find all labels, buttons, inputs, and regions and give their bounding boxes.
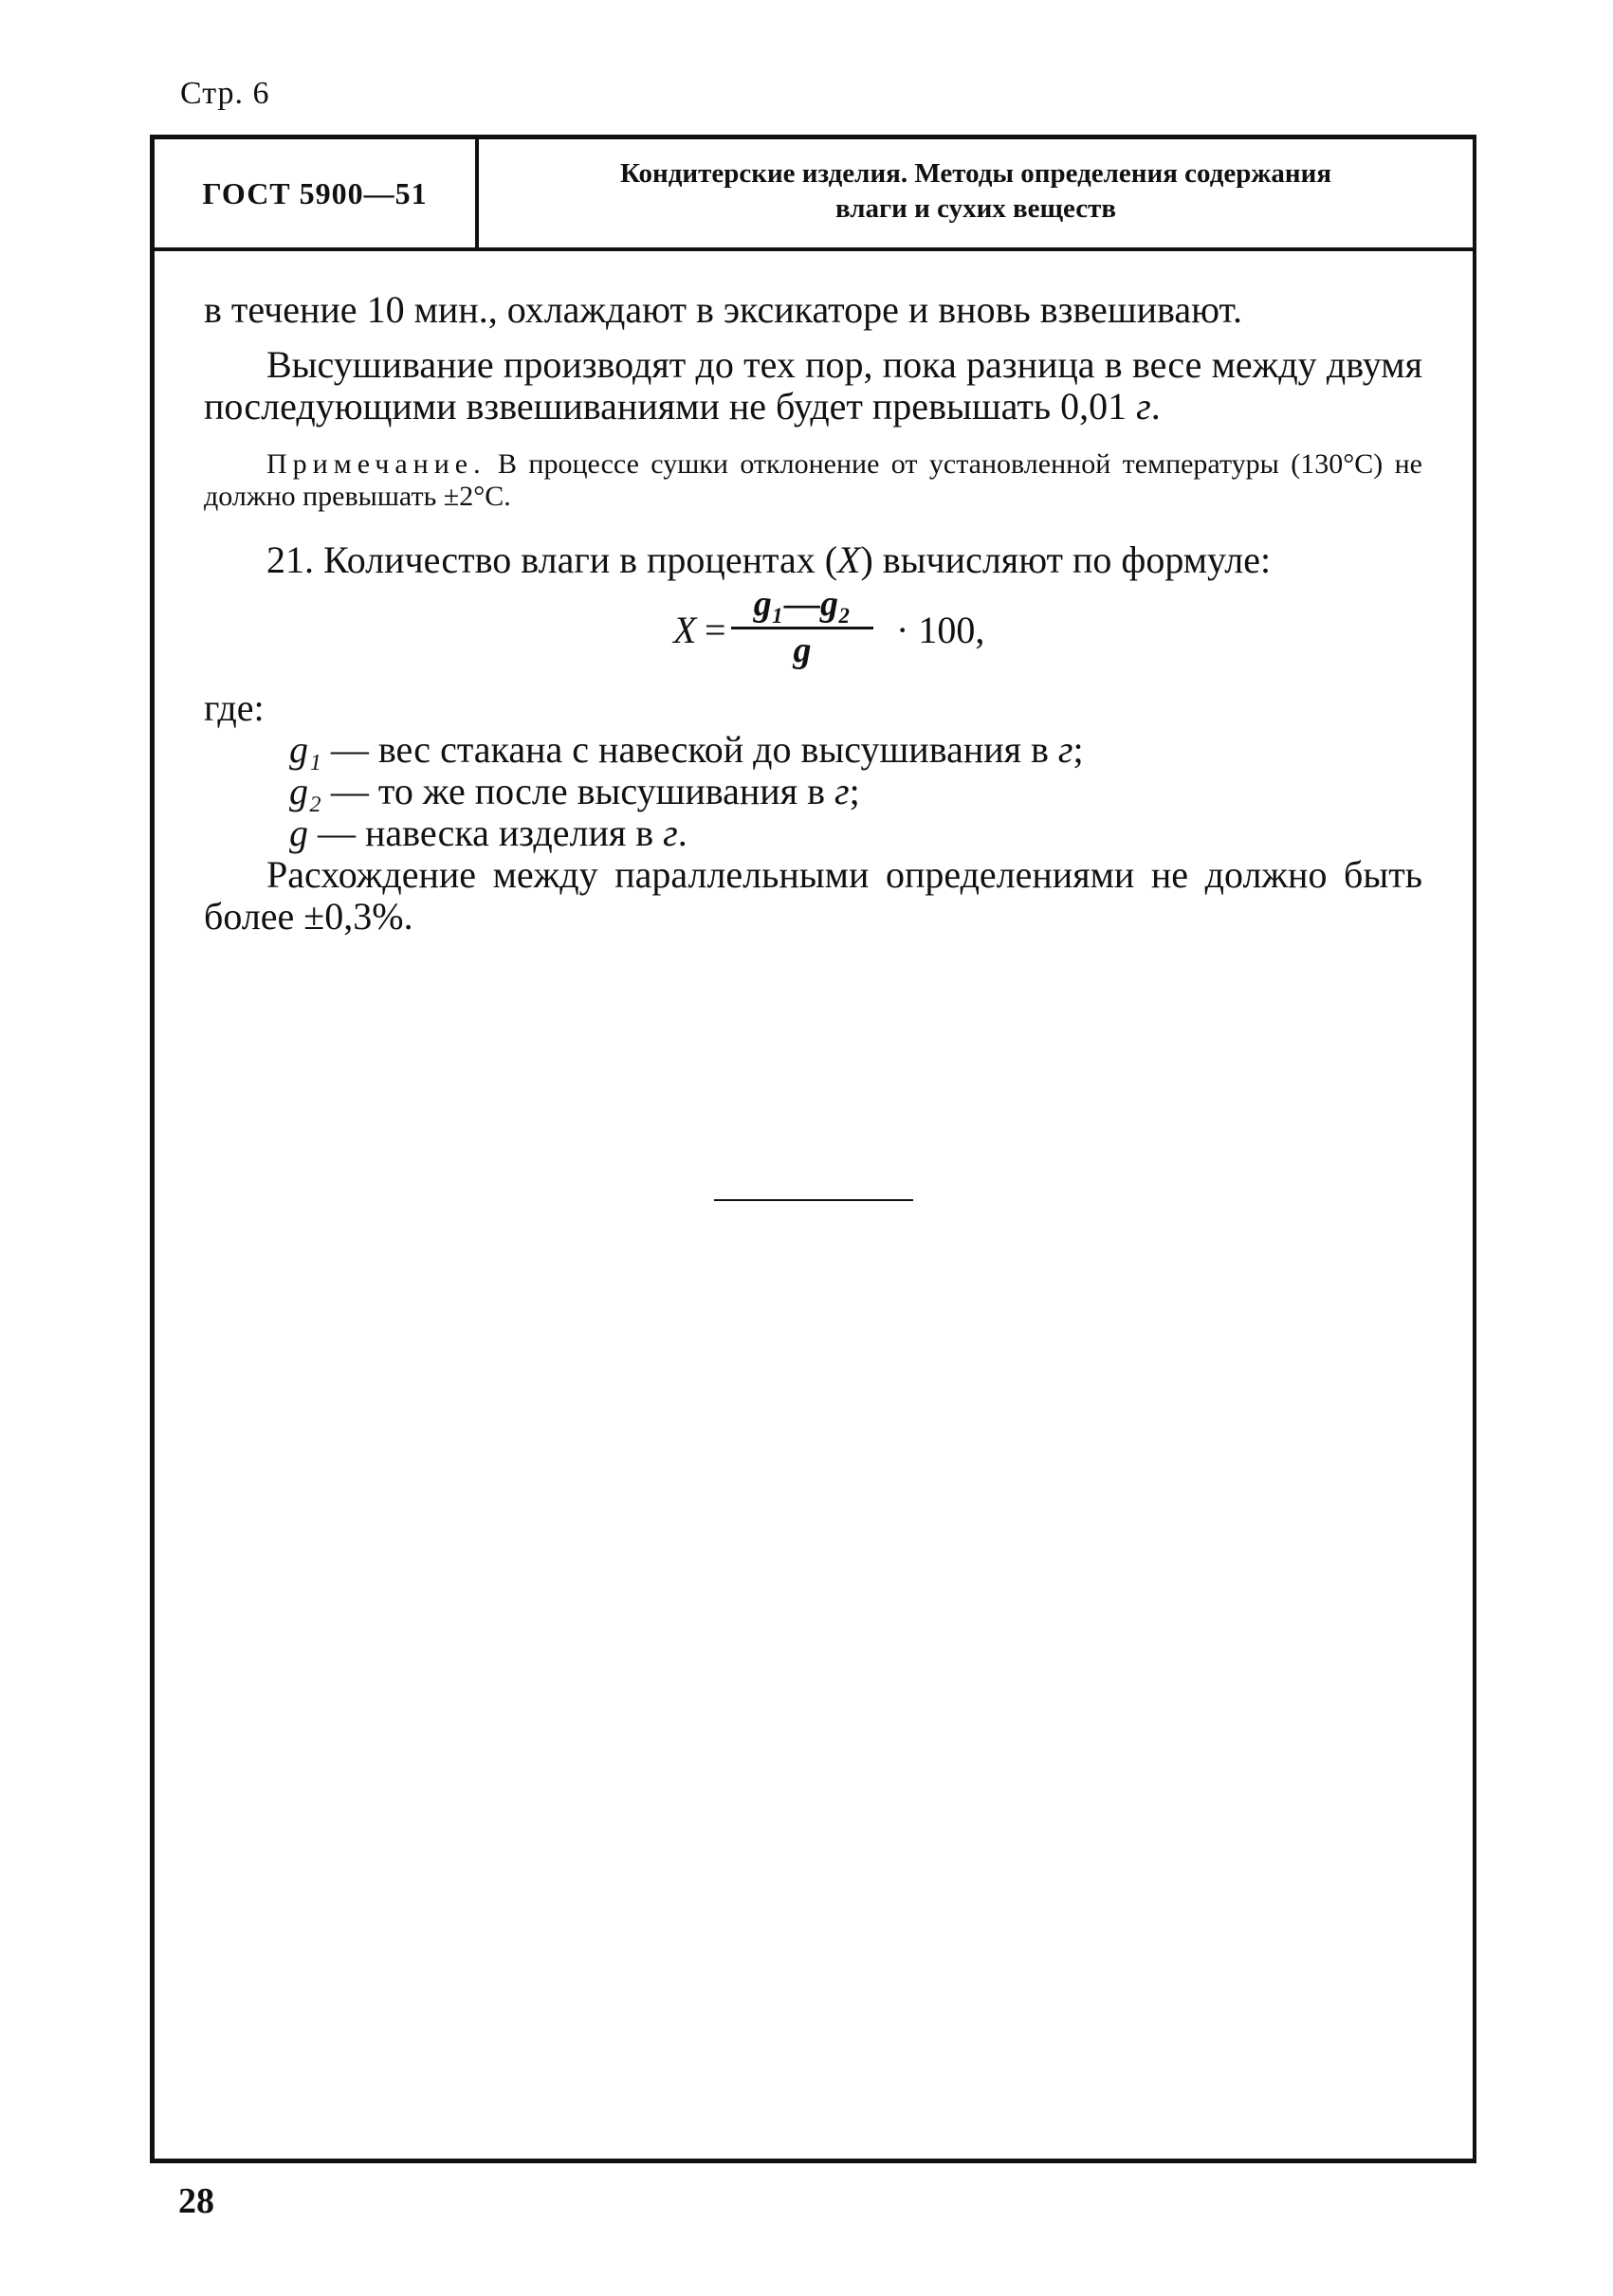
paragraph-3 (204, 539, 1422, 581)
legend-unit: г (834, 770, 850, 812)
end-rule (714, 1199, 913, 1201)
legend-symbol: g (289, 811, 308, 854)
note-text: В процессе сушки отклонение от установленной температуры (130°С) не должно превышать ±2°С. (204, 448, 1422, 512)
legend-unit: г (1057, 728, 1073, 771)
legend-symbol: g₁ (289, 728, 321, 771)
paragraph-3-end: ) вычисляют по формуле: (860, 538, 1272, 581)
formula (204, 583, 1422, 687)
legend-unit: г (663, 811, 678, 854)
document-header (155, 139, 1473, 251)
standard-title-line-1: Кондитерские изделия. Методы определения содержания (619, 158, 1332, 189)
paragraph-3-variable: X (837, 538, 861, 581)
formula-lhs: X (673, 609, 697, 651)
formula-equals: = (705, 609, 726, 651)
note (204, 448, 1422, 513)
page-frame (150, 135, 1476, 2163)
paragraph-2-unit: г (1136, 385, 1151, 428)
legend-symbol: g₂ (289, 770, 321, 812)
legend-text: — вес стакана с навеской до высушивания в (321, 728, 1058, 771)
page-number: 28 (178, 2181, 214, 2221)
legend-end: . (677, 811, 687, 854)
paragraph-2-text: Высушивание производят до тех пор, пока разница в весе между двумя последующими взвешиваниями не будет превышать 0,01 (204, 343, 1422, 428)
paragraph-2 (204, 344, 1422, 428)
formula-multiplier: · 100, (896, 609, 985, 651)
paragraph-1: в течение 10 мин., охлаждают в эксикаторе и вновь взвешивают. (204, 288, 1242, 331)
note-label: Примечание. (266, 448, 486, 480)
formula-fraction (731, 583, 873, 671)
legend-end: ; (1072, 728, 1084, 771)
formula-denominator: g (793, 630, 812, 670)
paragraph-4: Расхождение между параллельными определениями не должно быть более ±0,3%. (204, 853, 1422, 938)
legend-text: — навеска изделия в (308, 811, 664, 854)
legend-item (289, 771, 1422, 812)
formula-numerator: g₁—g₂ (731, 583, 873, 629)
where-label: где: (204, 686, 265, 729)
standard-code: ГОСТ 5900—51 (155, 139, 479, 247)
document-body (204, 289, 1422, 938)
paragraph-2-end: . (1150, 385, 1161, 428)
page-label: Стр. 6 (180, 76, 270, 111)
paragraph-3-start: 21. Количество влаги в процентах ( (266, 538, 838, 581)
standard-title (479, 156, 1473, 227)
legend-item (289, 729, 1422, 771)
legend-end: ; (849, 770, 860, 812)
standard-title-line-2: влаги и сухих веществ (834, 193, 1117, 224)
legend-text: — то же после высушивания в (321, 770, 834, 812)
legend-item (289, 812, 1422, 854)
